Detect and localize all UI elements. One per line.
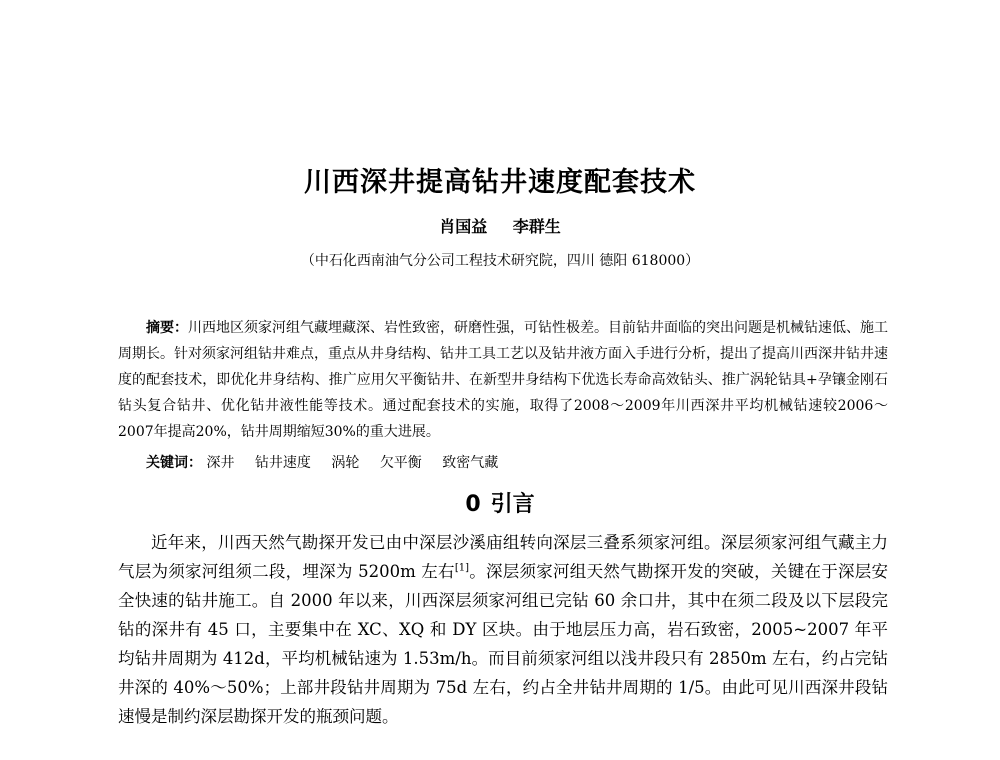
- author-list: [0, 214, 1000, 237]
- author-name: 李群生: [512, 217, 561, 236]
- abstract: [118, 315, 888, 445]
- section-heading: [0, 487, 1000, 518]
- section-number: 0: [465, 492, 481, 517]
- abstract-text: 川西地区须家河组气藏埋藏深、岩性致密，研磨性强，可钻性极差。目前钻井面临的突出问题是机械钻速低、施工周期长。针对须家河组钻井难点，重点从井身结构、钻井工具工艺以及钻井液方面入手进行分析，提出了提高川西深井钻井速度的配套技术，即优化井身结构、推广应用欠平衡钻井、在新型井身结构下优选长寿命高效钻头、推广涡轮钻具+孕镶金刚石钻头复合钻井、优化钻井液性能等技术。通过配套技术的实施，取得了2008～2009年川西深井平均机械钻速较2006～2007年提高20%，钻井周期缩短30%的重大进展。: [118, 320, 888, 440]
- keyword: 致密气藏: [442, 455, 499, 471]
- keyword: 深井: [206, 455, 235, 471]
- keywords-label: 关键词：: [146, 455, 202, 471]
- citation-ref[interactable]: [1]: [454, 562, 469, 574]
- keyword: 钻井速度: [254, 455, 311, 471]
- intro-text: 近年来，川西天然气勘探开发已由中深层沙溪庙组转向深层三叠系须家河组。深层须家河组气藏主力气层为须家河组须二段，埋深为 5200m 左右: [118, 533, 888, 581]
- paper-title: 川西深井提高钻井速度配套技术: [304, 167, 696, 198]
- abstract-label: 摘要：: [146, 320, 188, 336]
- keyword: 欠平衡: [379, 455, 422, 471]
- affiliation: （中石化西南油气分公司工程技术研究院，四川 德阳 618000）: [300, 253, 700, 269]
- section-title: 引言: [490, 492, 535, 517]
- intro-paragraph: [118, 528, 888, 731]
- keywords: [146, 450, 886, 476]
- author-name: 肖国益: [439, 217, 488, 236]
- intro-text: 。深层须家河组天然气勘探开发的突破，关键在于深层安全快速的钻井施工。自 2000 年以来，川西深层须家河组已完钻 60 余口井，其中在须二段及以下层段完钻的深井有 45 口，主要集中在 XC、XQ 和 DY 区块。由于地层压力高，岩石致密，2005~2007 年平均钻井周期为 412d，平均机械钻速为 1.53m/h。而目前须家河组以浅井段只有 2850m 左右，约占完钻井深的 40%～50%；上部井段钻井周期为 75d 左右，约占全井钻井周期的 1/5。由此可见川西深井段钻速慢是制约深层勘探开发的瓶颈问题。: [118, 562, 888, 726]
- keyword: 涡轮: [331, 455, 360, 471]
